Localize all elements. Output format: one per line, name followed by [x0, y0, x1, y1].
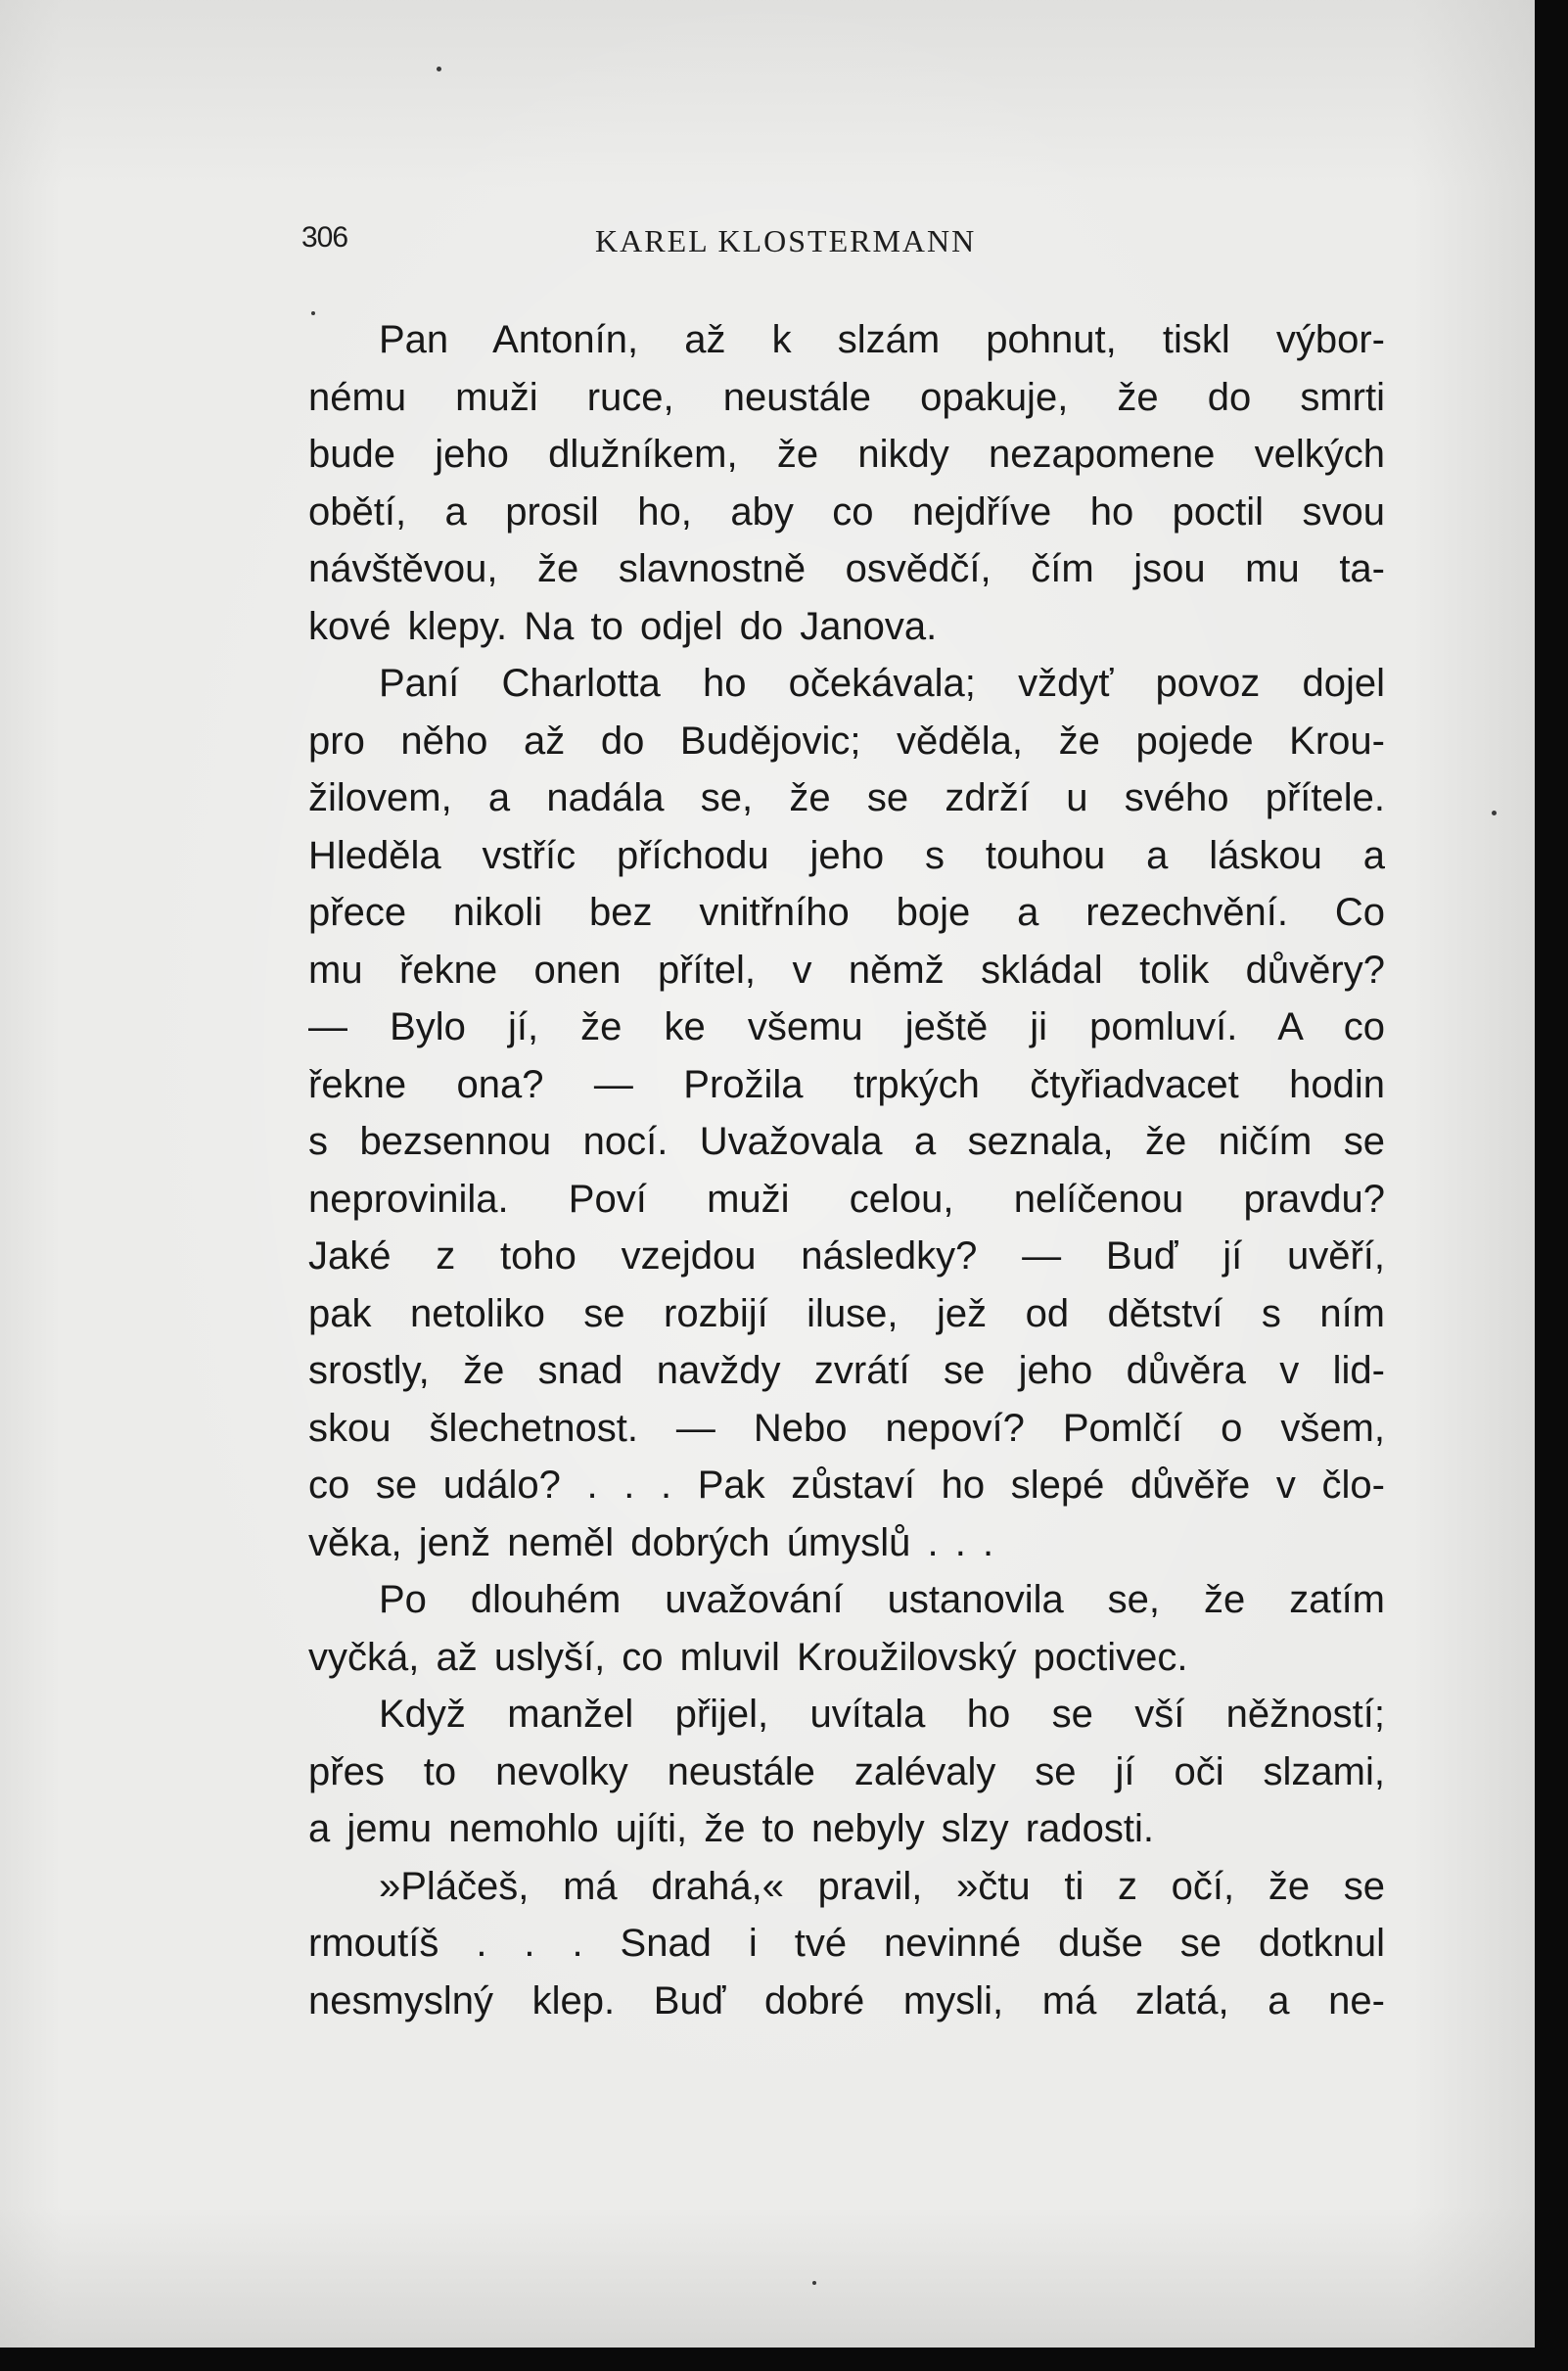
page-number: 306 [301, 221, 348, 254]
text-line: a jemu nemohlo ujíti, že to nebyly slzy radosti. [308, 1807, 1154, 1850]
text-line: rmoutíš . . . Snad i tvé nevinné duše se dotknul [308, 1922, 1385, 1965]
text-line: řekne ona? — Prožila trpkých čtyřiadvacet hodin [308, 1062, 1385, 1106]
scan-border-bottom [0, 2348, 1568, 2371]
text-line: Po dlouhém uvažování ustanovila se, že zatím [379, 1578, 1385, 1621]
text-line: žilovem, a nadála se, že se zdrží u svého přítele. [308, 776, 1385, 819]
text-line: Paní Charlotta ho očekávala; vždyť povoz dojel [379, 662, 1385, 705]
ink-speck [812, 2281, 816, 2285]
ink-speck [1492, 811, 1497, 815]
text-line: nému muži ruce, neustále opakuje, že do smrti [308, 375, 1385, 419]
scan-border-right [1535, 0, 1568, 2371]
text-line: pro něho až do Budějovic; věděla, že pojede Krou- [308, 719, 1385, 763]
running-head: KAREL KLOSTERMANN [595, 223, 977, 258]
page-header [301, 217, 1378, 266]
text-line: s bezsennou nocí. Uvažovala a seznala, že ničím se [308, 1120, 1385, 1163]
text-line: Když manžel přijel, uvítala ho se vší něžností; [379, 1693, 1385, 1736]
text-line: nesmyslný klep. Buď dobré mysli, má zlatá, a ne- [308, 1978, 1385, 2022]
text-line: Pan Antonín, až k slzám pohnut, tiskl výbor- [379, 318, 1385, 361]
text-line: »Pláčeš, má drahá,« pravil, »čtu ti z očí, že se [379, 1864, 1385, 1908]
text-line: mu řekne onen přítel, v němž skládal tolik důvěry? [308, 948, 1385, 992]
text-line: kové klepy. Na to odjel do Janova. [308, 604, 938, 648]
body-text [308, 311, 1385, 2029]
text-line: skou šlechetnost. — Nebo nepoví? Pomlčí o všem, [308, 1406, 1385, 1450]
text-line: přes to nevolky neustále zalévaly se jí oči slzami, [308, 1749, 1385, 1793]
text-line: Hleděla vstříc příchodu jeho s touhou a láskou a [308, 833, 1385, 877]
text-line: vyčká, až uslyší, co mluvil Kroužilovský poctivec. [308, 1635, 1188, 1679]
text-line: návštěvou, že slavnostně osvědčí, čím jsou mu ta- [308, 547, 1385, 590]
ink-speck [437, 67, 441, 71]
text-line: neprovinila. Poví muži celou, nelíčenou pravdu? [308, 1177, 1385, 1221]
text-line: srostly, že snad navždy zvrátí se jeho důvěra v lid- [308, 1349, 1385, 1392]
text-line: Jaké z toho vzejdou následky? — Buď jí uvěří, [308, 1234, 1385, 1278]
text-line: věka, jenž neměl dobrých úmyslů . . . [308, 1520, 994, 1564]
text-line: přece nikoli bez vnitřního boje a rezechvění. Co [308, 891, 1385, 934]
text-line: pak netoliko se rozbijí iluse, jež od dětství s ním [308, 1291, 1385, 1335]
text-line: co se událo? . . . Pak zůstaví ho slepé důvěře v člo- [308, 1464, 1385, 1507]
text-line: obětí, a prosil ho, aby co nejdříve ho poctil svou [308, 489, 1385, 534]
text-line: bude jeho dlužníkem, že nikdy nezapomene velkých [308, 433, 1385, 476]
text-line: — Bylo jí, že ke všemu ještě ji pomluví. A co [308, 1005, 1385, 1048]
